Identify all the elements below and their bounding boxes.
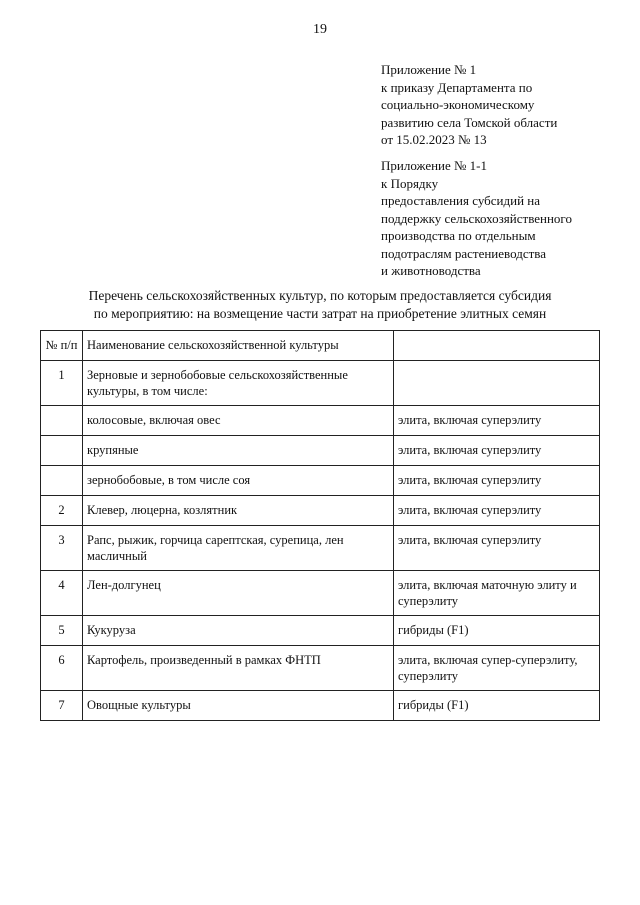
seed-category: элита, включая суперэлиту — [394, 496, 600, 526]
crops-table — [40, 330, 600, 721]
row-number — [41, 406, 83, 436]
table-row — [41, 616, 600, 646]
row-number — [41, 436, 83, 466]
crop-name: Лен-долгунец — [83, 571, 394, 616]
crop-name: Клевер, люцерна, козлятник — [83, 496, 394, 526]
crop-name: Овощные культуры — [83, 691, 394, 721]
crop-name: зернобобовые, в том числе соя — [83, 466, 394, 496]
row-number: 5 — [41, 616, 83, 646]
seed-category: элита, включая супер-суперэлиту, суперэлиту — [394, 646, 600, 691]
seed-category: элита, включая маточную элиту и суперэлиту — [394, 571, 600, 616]
crop-name: Кукуруза — [83, 616, 394, 646]
header-number: № п/п — [41, 331, 83, 361]
table-row — [41, 436, 600, 466]
table-row — [41, 526, 600, 571]
crop-name: колосовые, включая овес — [83, 406, 394, 436]
table-header-row — [41, 331, 600, 361]
seed-category: элита, включая суперэлиту — [394, 466, 600, 496]
table-row — [41, 646, 600, 691]
crop-name: крупяные — [83, 436, 394, 466]
crop-name: Картофель, произведенный в рамках ФНТП — [83, 646, 394, 691]
appendix-1-header: Приложение № 1 к приказу Департамента по социально-экономическому развитию села Томской области от 15.02.2023 № 13 — [381, 62, 558, 147]
seed-category: элита, включая суперэлиту — [394, 406, 600, 436]
row-number: 7 — [41, 691, 83, 721]
appendix-1-1-header: Приложение № 1-1 к Порядку предоставления субсидий на поддержку сельскохозяйственного производства по отдельным подотраслям растениеводства и животноводства — [381, 158, 572, 278]
list-title: Перечень сельскохозяйственных культур, по которым предоставляется субсидия по мероприятию: на возмещение части затрат на приобретение элитных семян — [88, 288, 552, 321]
page-number: 19 — [313, 22, 327, 37]
header-crop-name: Наименование сельскохозяйственной культуры — [83, 331, 394, 361]
table-row — [41, 361, 600, 406]
seed-category — [394, 361, 600, 406]
table-row — [41, 571, 600, 616]
header-seed-category — [394, 331, 600, 361]
seed-category: гибриды (F1) — [394, 616, 600, 646]
seed-category: элита, включая суперэлиту — [394, 526, 600, 571]
row-number: 3 — [41, 526, 83, 571]
row-number — [41, 466, 83, 496]
crop-name: Рапс, рыжик, горчица сарептская, сурепица, лен масличный — [83, 526, 394, 571]
crop-name: Зерновые и зернобобовые сельскохозяйственные культуры, в том числе: — [83, 361, 394, 406]
seed-category: гибриды (F1) — [394, 691, 600, 721]
seed-category: элита, включая суперэлиту — [394, 436, 600, 466]
table-row — [41, 496, 600, 526]
table-row — [41, 691, 600, 721]
table-row — [41, 406, 600, 436]
row-number: 2 — [41, 496, 83, 526]
row-number: 6 — [41, 646, 83, 691]
row-number: 1 — [41, 361, 83, 406]
table-row — [41, 466, 600, 496]
row-number: 4 — [41, 571, 83, 616]
